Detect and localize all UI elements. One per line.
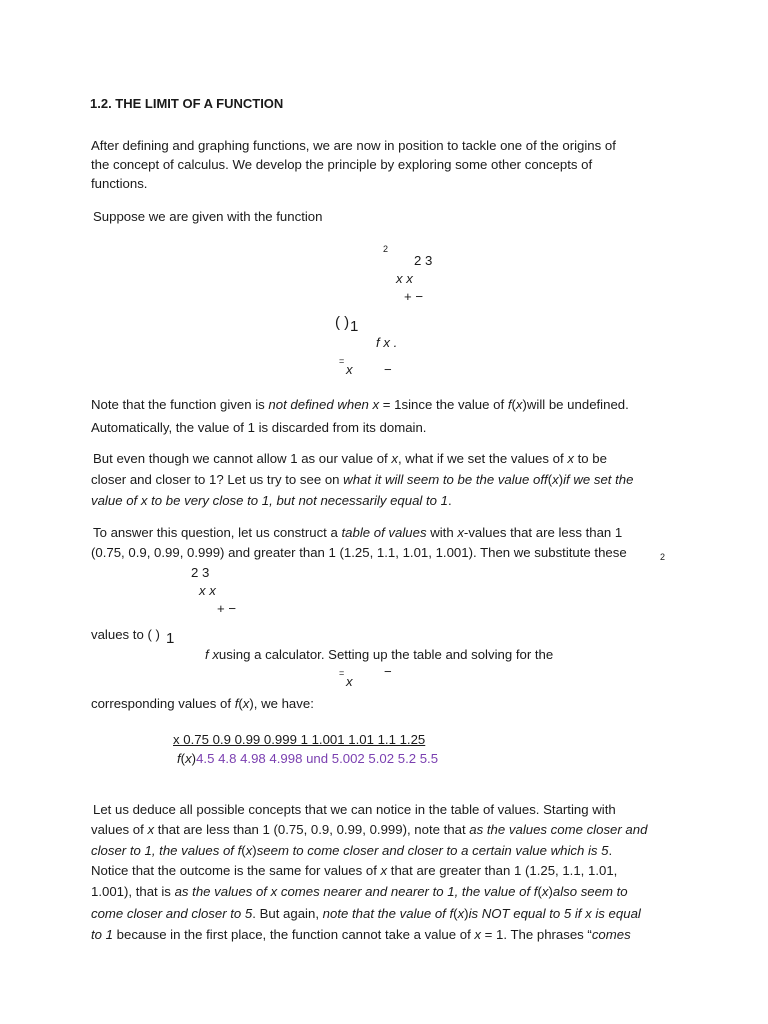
- formula1-x: x: [346, 362, 353, 377]
- deduce-line-6: come closer and closer to 5. But again, note that the value of f(x)is NOT equal to 5 if x is equal: [91, 906, 641, 921]
- formula2-using-line: f xusing a calculator. Setting up the table and solving for the: [205, 647, 554, 662]
- formula2-xx: x x: [199, 583, 216, 598]
- formula2-coefficients: 2 3: [191, 565, 210, 580]
- note-line-2: Automatically, the value of 1 is discarded from its domain.: [91, 420, 427, 435]
- formula2-x: x: [346, 674, 353, 689]
- formula2-minus: −: [384, 664, 392, 679]
- formula2-equals: =: [339, 668, 345, 678]
- deduce-line-1: Let us deduce all possible concepts that we can notice in the table of values. Starting with: [93, 802, 616, 817]
- intro-line-2: the concept of calculus. We develop the principle by exploring some other concepts of: [91, 157, 593, 172]
- deduce-line-2: values of x that are less than 1 (0.75, 0.9, 0.99, 0.999), note that as the values come closer and: [91, 822, 648, 837]
- formula1-superscript: 2: [383, 244, 389, 254]
- formula2-ops: + −: [217, 601, 237, 616]
- formula1-equals: =: [339, 356, 345, 366]
- formula1-ops: + −: [404, 289, 424, 304]
- deduce-line-7: to 1 because in the first place, the function cannot take a value of x = 1. The phrases “comes: [91, 927, 631, 942]
- corresponding-line: corresponding values of f(x), we have:: [91, 696, 314, 711]
- formula1-lhs: ( ): [335, 314, 350, 331]
- formula1-fx: f x .: [376, 335, 398, 350]
- to-answer-line-1: To answer this question, let us construct a table of values with x-values that are less than 1: [93, 525, 623, 540]
- formula1-minus: −: [384, 362, 392, 377]
- formula2-one: 1: [166, 630, 175, 647]
- deduce-line-5: 1.001), that is as the values of x comes nearer and nearer to 1, the value of f(x)also seem to: [91, 884, 628, 899]
- table-fx-values: 4.5 4.8 4.98 4.998 und 5.002 5.02 5.2 5.5: [196, 751, 439, 766]
- intro-line-1: After defining and graphing functions, we are now in position to tackle one of the origins of: [91, 138, 616, 153]
- table-x-row: x 0.75 0.9 0.99 0.999 1 1.001 1.01 1.1 1.25: [173, 732, 426, 747]
- note-line-1: Note that the function given is not defined when x = 1since the value of f(x)will be undefined.: [91, 397, 629, 412]
- formula1-one: 1: [350, 318, 359, 335]
- section-heading: 1.2. THE LIMIT OF A FUNCTION: [90, 96, 284, 111]
- formula2-values-to: values to ( ): [91, 627, 160, 642]
- intro-line-3: functions.: [91, 176, 148, 191]
- to-answer-superscript: 2: [660, 552, 666, 562]
- table-fx-row: f(x)4.5 4.8 4.98 4.998 und 5.002 5.02 5.2 5.5: [177, 751, 439, 766]
- formula1-coefficients: 2 3: [414, 253, 433, 268]
- to-answer-line-2: (0.75, 0.9, 0.99, 0.999) and greater than 1 (1.25, 1.1, 1.01, 1.001). Then we substitute these: [91, 545, 627, 560]
- deduce-line-3: closer to 1, the values of f(x)seem to come closer and closer to a certain value which is 5.: [91, 843, 613, 858]
- formula1-xx: x x: [396, 271, 413, 286]
- but-even-line-1: But even though we cannot allow 1 as our value of x, what if we set the values of x to be: [93, 451, 607, 466]
- suppose-line: Suppose we are given with the function: [93, 209, 323, 224]
- but-even-line-3: value of x to be very close to 1, but not necessarily equal to 1.: [91, 493, 452, 508]
- deduce-line-4: Notice that the outcome is the same for values of x that are greater than 1 (1.25, 1.1, 1.01,: [91, 863, 618, 878]
- but-even-line-2: closer and closer to 1? Let us try to see on what it will seem to be the value off(x)if we set the: [91, 472, 634, 487]
